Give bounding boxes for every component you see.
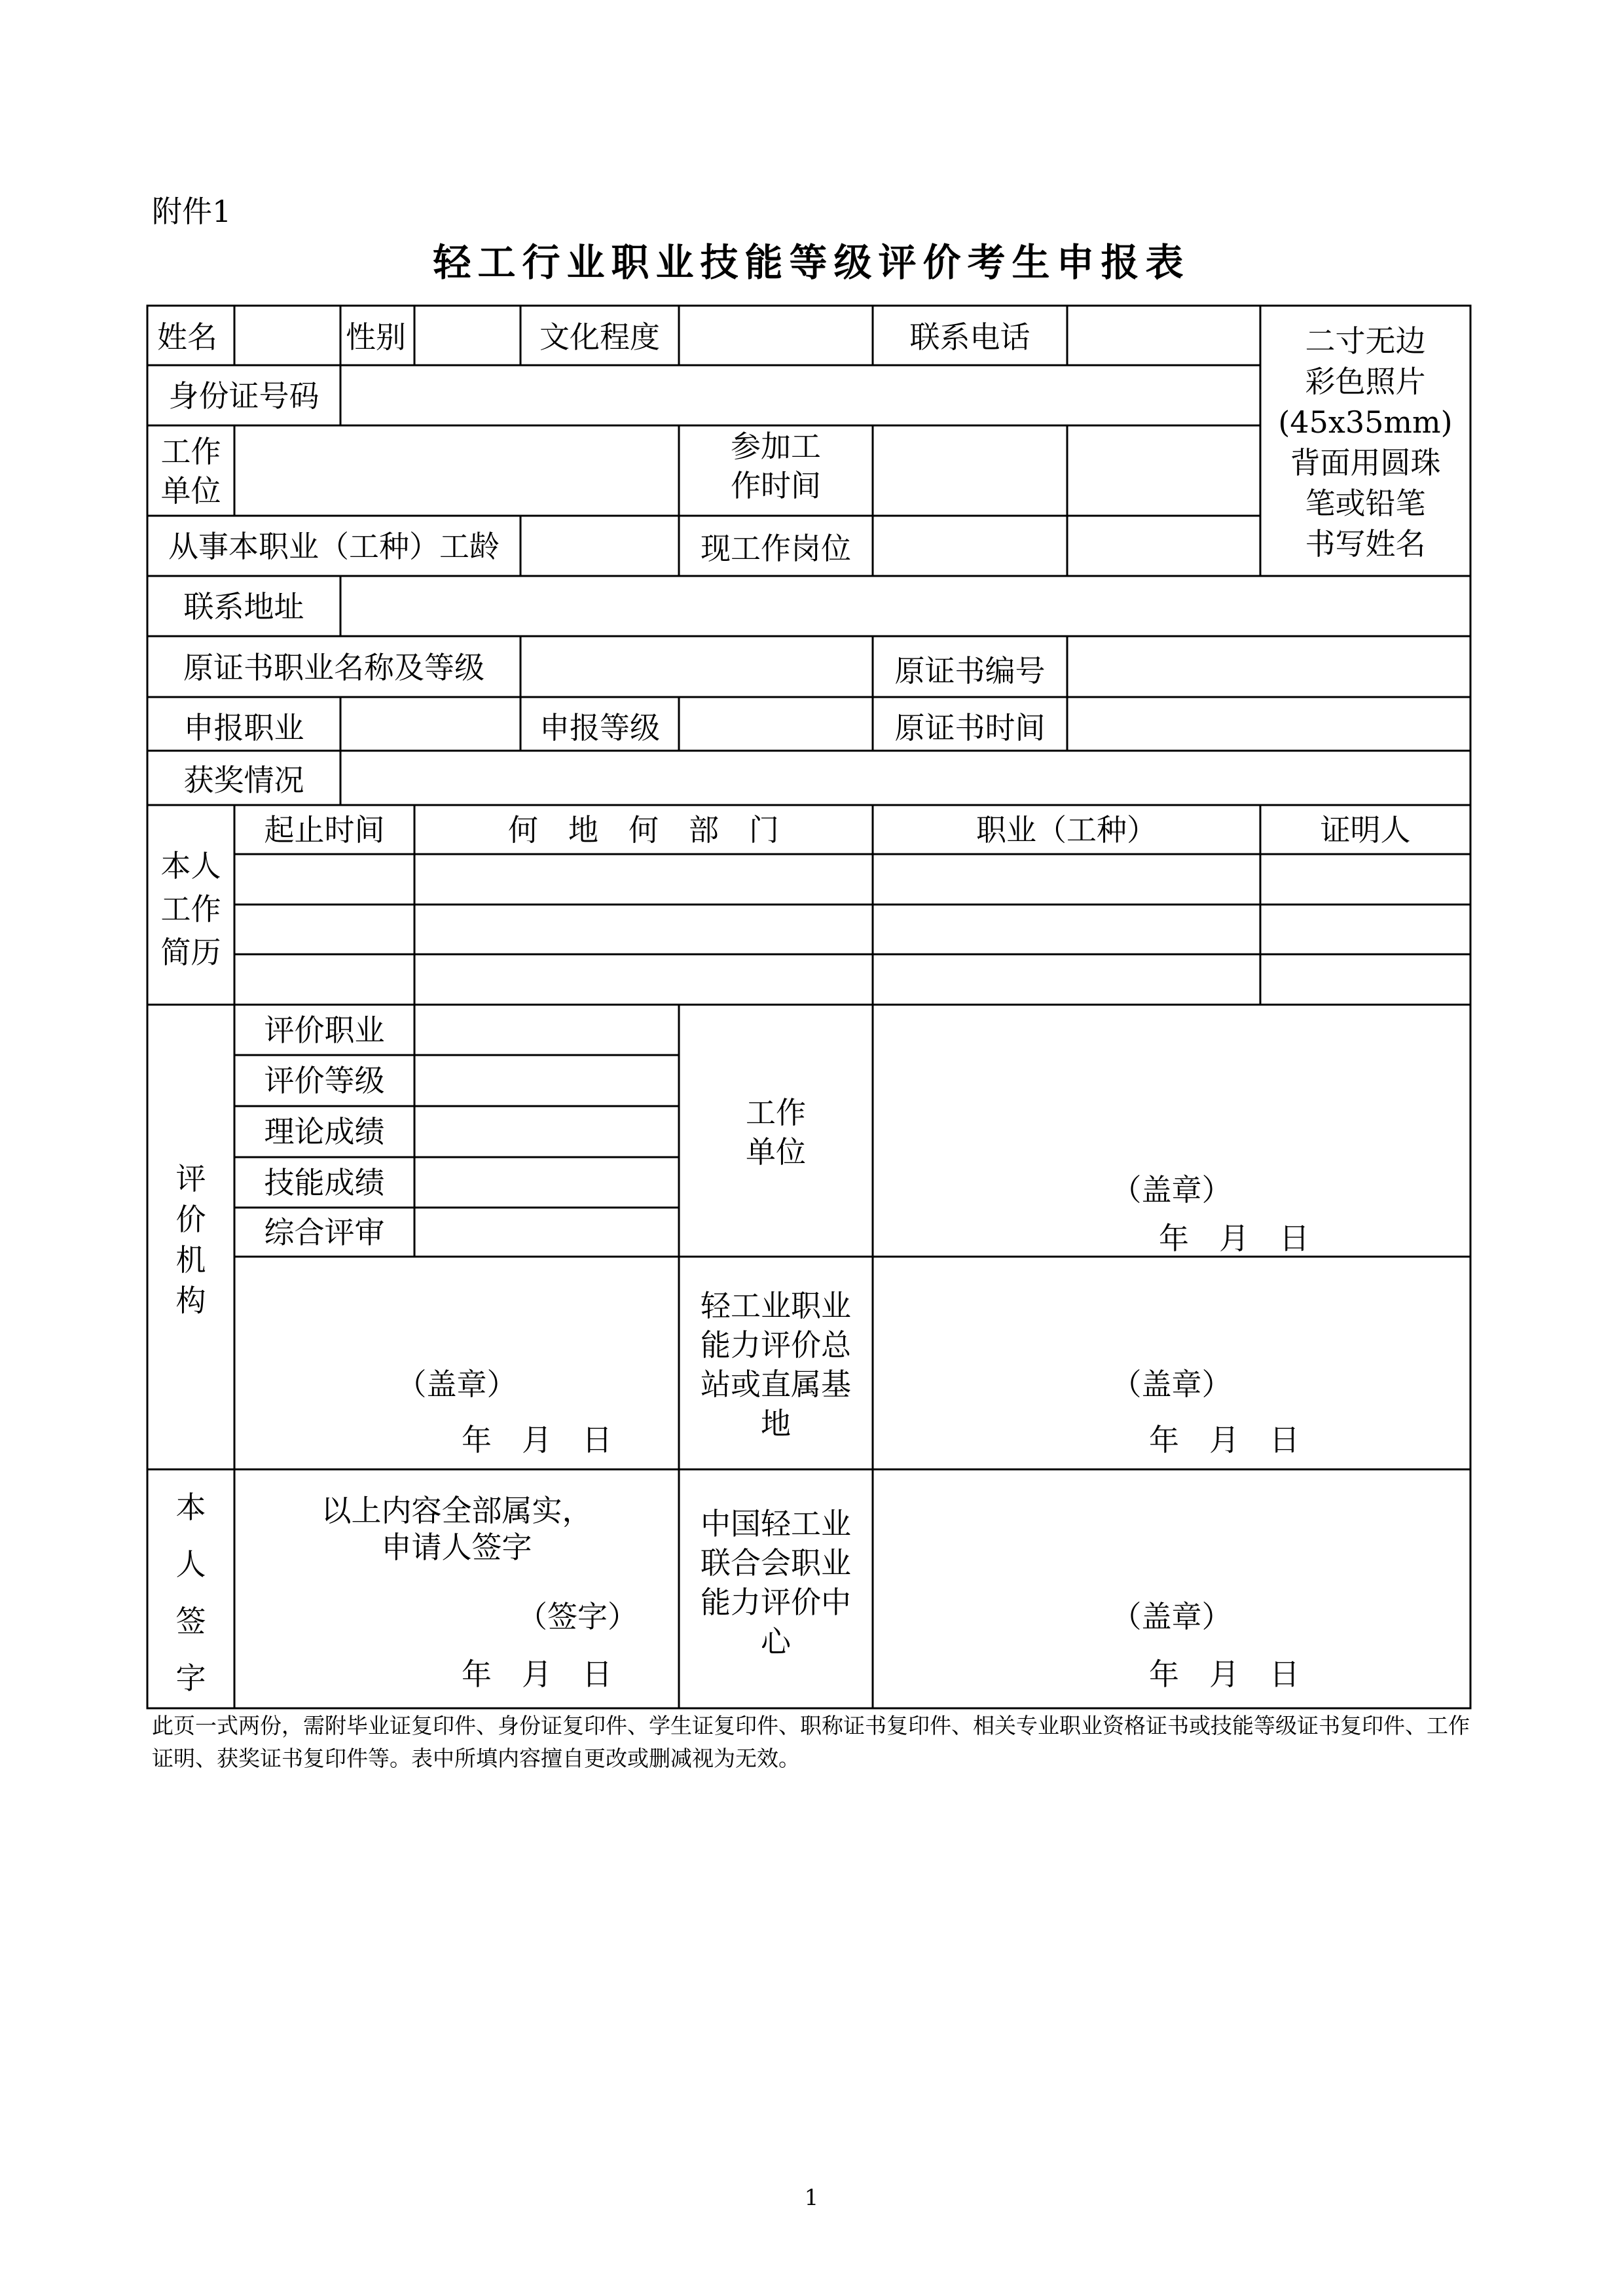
signature-center-line: 能力评价中 xyxy=(701,1585,851,1620)
label-work-unit-line: 单位 xyxy=(160,473,221,509)
seal-station: （盖章） xyxy=(1111,1367,1232,1402)
signature-center-label xyxy=(679,1504,873,1661)
footnote: 此页一式两份，需附毕业证复印件、身份证复印件、学生证复印件、职称证书复印件、相关专业职业资格证书或技能等级证书复印件、工作证明、获奖证书复印件等。表中所填内容擅自更改或删减视为无效。 xyxy=(152,1713,1470,1771)
eval-station-line: 轻工业职业 xyxy=(701,1288,851,1323)
eval-station-line: 站或直属基 xyxy=(701,1367,851,1402)
page-number: 1 xyxy=(804,2185,819,2211)
date-center: 年 月 日 xyxy=(1149,1657,1300,1692)
signature-statement-line: 以上内容全部属实， xyxy=(321,1493,593,1528)
resume-col-place: 何 地 何 部 门 xyxy=(508,812,779,848)
resume-side-label-line: 工作 xyxy=(160,891,221,927)
signature-center-line: 联合会职业 xyxy=(701,1545,851,1581)
photo-note-line: 彩色照片 xyxy=(1305,364,1426,399)
label-orig-cert-name: 原证书职业名称及等级 xyxy=(183,650,484,685)
signature-side-label-char: 人 xyxy=(175,1547,206,1582)
eval-row-theory-score: 理论成绩 xyxy=(264,1114,385,1149)
resume-side-label-line: 简历 xyxy=(160,935,221,970)
attachment-label: 附件1 xyxy=(152,194,232,229)
label-current-post: 现工作岗位 xyxy=(701,531,851,566)
eval-row-level: 评价等级 xyxy=(264,1063,385,1098)
label-name: 姓名 xyxy=(157,319,217,355)
signature-statement xyxy=(234,1492,679,1566)
eval-work-unit-line: 单位 xyxy=(746,1134,806,1170)
form-title: 轻工行业职业技能等级评价考生申报表 xyxy=(433,240,1190,285)
resume-col-witness: 证明人 xyxy=(1320,812,1411,848)
eval-station-line: 地 xyxy=(761,1406,791,1441)
evaluation-side-label-char: 评 xyxy=(175,1161,206,1196)
photo-note-line: 二寸无边 xyxy=(1305,323,1426,359)
photo-note-line: 书写姓名 xyxy=(1305,526,1426,562)
eval-row-occupation: 评价职业 xyxy=(264,1013,385,1048)
evaluation-side-label-char: 构 xyxy=(175,1283,206,1318)
eval-row-skill-score: 技能成绩 xyxy=(264,1165,385,1200)
label-education: 文化程度 xyxy=(539,319,660,355)
signature-side-label-char: 本 xyxy=(175,1490,206,1525)
evaluation-side-label-char: 价 xyxy=(175,1202,206,1237)
label-join-work-line: 参加工 xyxy=(731,429,821,464)
eval-station-line: 能力评价总 xyxy=(701,1327,851,1363)
resume-side-label-line: 本人 xyxy=(160,848,221,884)
eval-work-unit-line: 工作 xyxy=(746,1095,806,1130)
photo-placeholder xyxy=(1260,321,1470,564)
label-seniority: 从事本职业（工种）工龄 xyxy=(168,529,500,564)
photo-note-line: (45x35mm) xyxy=(1278,404,1453,440)
signature-sign-mark: （签字） xyxy=(517,1599,638,1634)
date-eval-org: 年 月 日 xyxy=(462,1422,612,1458)
eval-work-unit-label xyxy=(679,1093,873,1172)
seal-center: （盖章） xyxy=(1111,1599,1232,1634)
label-phone: 联系电话 xyxy=(909,319,1030,355)
seal-eval-org: （盖章） xyxy=(396,1367,517,1402)
signature-side-label xyxy=(147,1479,234,1707)
date-station: 年 月 日 xyxy=(1149,1422,1300,1458)
label-work-unit-line: 工作 xyxy=(160,434,221,469)
label-orig-cert-time: 原证书时间 xyxy=(894,710,1046,745)
eval-station-label xyxy=(679,1286,873,1443)
seal-work-unit: （盖章） xyxy=(1111,1172,1232,1208)
signature-side-label-char: 字 xyxy=(175,1660,206,1696)
photo-note-line: 笔或铅笔 xyxy=(1305,486,1426,521)
signature-statement-line: 申请人签字 xyxy=(381,1530,532,1565)
evaluation-side-label xyxy=(147,1158,234,1321)
evaluation-side-label-char: 机 xyxy=(175,1242,206,1278)
label-awards: 获奖情况 xyxy=(183,762,304,798)
signature-side-label-char: 签 xyxy=(175,1604,206,1639)
date-applicant: 年 月 日 xyxy=(462,1657,612,1692)
label-id-number: 身份证号码 xyxy=(168,378,319,414)
signature-center-line: 中国轻工业 xyxy=(701,1506,851,1541)
label-apply-level: 申报等级 xyxy=(539,710,660,745)
label-apply-occupation: 申报职业 xyxy=(183,710,304,745)
label-work-unit xyxy=(147,432,234,511)
label-join-work-line: 作时间 xyxy=(731,468,821,503)
label-gender: 性别 xyxy=(346,319,406,355)
resume-col-occupation: 职业（工种） xyxy=(976,812,1157,848)
label-orig-cert-no: 原证书编号 xyxy=(894,653,1046,689)
date-work-unit: 年 月 日 xyxy=(1159,1221,1309,1256)
eval-row-comprehensive: 综合评审 xyxy=(264,1215,385,1250)
resume-side-label xyxy=(147,844,234,974)
resume-col-period: 起止时间 xyxy=(264,812,385,848)
label-join-work-time xyxy=(679,427,873,505)
photo-note-line: 背面用圆珠 xyxy=(1290,445,1441,480)
signature-center-line: 心 xyxy=(761,1624,791,1659)
label-address: 联系地址 xyxy=(183,589,304,624)
